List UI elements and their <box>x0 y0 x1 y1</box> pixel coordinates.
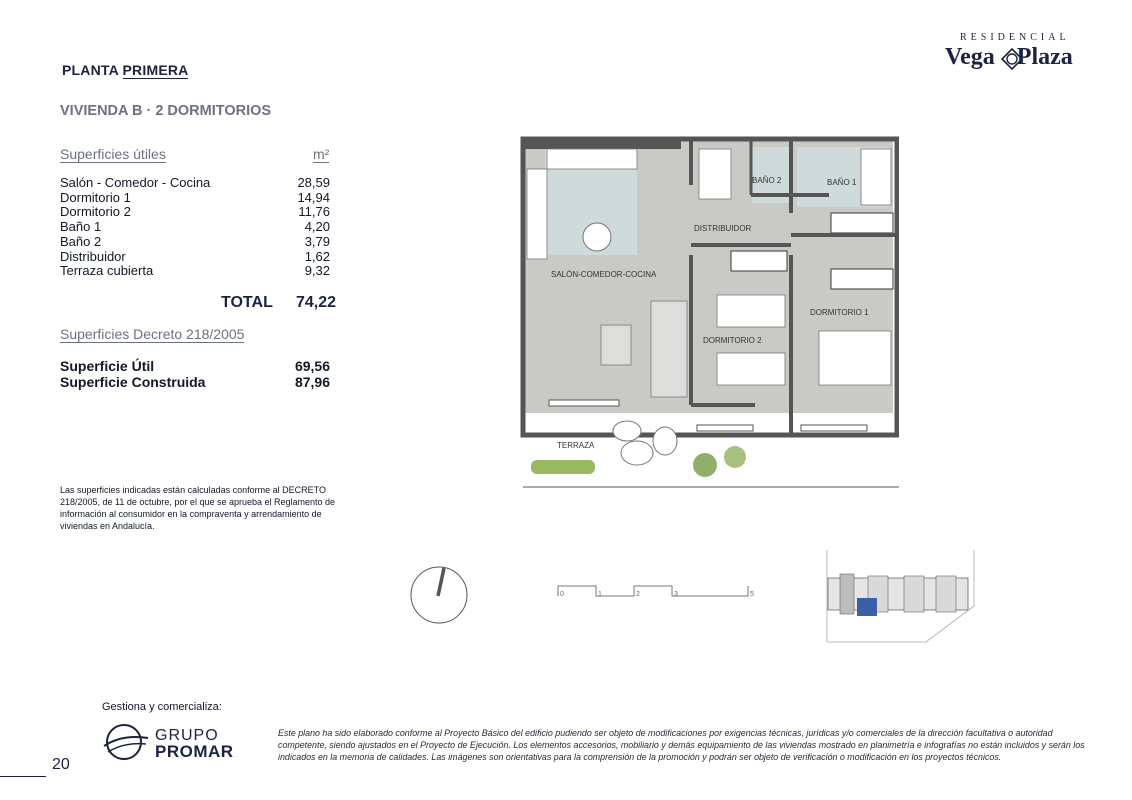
scale-label: 5 <box>750 591 754 598</box>
brand-logo: Vega Plaza <box>945 44 1073 70</box>
floor-title: PLANTA PRIMERA <box>62 62 189 78</box>
table-row: Dormitorio 1 14,94 <box>60 189 330 205</box>
scale-label: 1 <box>598 591 602 598</box>
decree-heading: Superficies Decreto 218/2005 <box>60 326 245 342</box>
page-divider <box>0 776 46 777</box>
scale-label: 3 <box>674 591 678 598</box>
table-row: Salón - Comedor - Cocina 28,59 <box>60 175 330 190</box>
page-number: 20 <box>52 756 70 773</box>
planter <box>531 460 595 474</box>
grupo-promar-logo-icon <box>102 722 150 764</box>
disclaimer: Este plano ha sido elaborado conforme al Proyecto Básico del edificio pudiendo ser objeto de modificaciones por exigencias técnicas, jurídicas y/o comerciales de la dirección facultativa o autoridad competente, siendo ajustados en el Proyecto de Ejecución. Los elementos accesorios, mobiliario y demás equipamiento de las viviendas mostrado en planimetría e infografías no están incluidos y serán los indicados en la memoria de calidades. Las imágenes son orientativas para la comprensión de la promoción y podrán ser objeto de verificación o modificación en los proyectos técnicos. <box>278 728 1085 762</box>
room-label-living: SALÓN-COMEDOR-COCINA <box>551 270 657 279</box>
plant-icon <box>724 446 746 468</box>
room-label-bath2: BAÑO 2 <box>752 176 782 185</box>
legal-note: Las superficies indicadas están calculadas conforme al DECRETO 218/2005, de 11 de octubre, por el que se aprueba el Reglamento de información al consumidor en la compraventa y arrendamiento de viviendas en Andalucía. <box>60 485 336 531</box>
room-label-bedroom2: DORMITORIO 2 <box>703 336 762 345</box>
brand-residencial: RESIDENCIAL <box>960 32 1070 43</box>
surfaces-heading: Superficies útiles <box>60 146 166 162</box>
grupo-text: GRUPO <box>155 727 219 744</box>
plant-icon <box>693 453 717 477</box>
key-plan <box>826 548 976 644</box>
table-row: Baño 2 3,79 <box>60 233 330 249</box>
room-label-terrace: TERRAZA <box>557 441 595 450</box>
promar-text: PROMAR <box>155 742 234 761</box>
built-surface-row: Superficie Construida 87,96 <box>60 374 330 390</box>
gestiona-label: Gestiona y comercializa: <box>102 701 222 713</box>
scale-bar <box>556 582 756 602</box>
table-row: Baño 1 4,20 <box>60 219 330 235</box>
total-value: 74,22 <box>296 294 337 311</box>
unit-title: VIVIENDA B · 2 DORMITORIOS <box>60 103 272 119</box>
scale-label: 2 <box>636 591 640 598</box>
compass-icon <box>408 564 470 626</box>
scale-label: 0 <box>560 591 564 598</box>
unit-highlight <box>857 598 877 616</box>
floor-plan <box>519 135 899 491</box>
useful-surface-row: Superficie Útil 69,56 <box>60 358 330 374</box>
total-label: TOTAL <box>221 294 273 311</box>
table-row: Distribuidor 1,62 <box>60 248 330 264</box>
room-label-bedroom1: DORMITORIO 1 <box>810 308 869 317</box>
table-row: Terraza cubierta 9,32 <box>60 263 330 279</box>
surfaces-table <box>60 176 330 279</box>
brand-emblem-icon <box>1001 48 1023 70</box>
table-row: Dormitorio 2 11,76 <box>60 204 330 220</box>
room-label-bath1: BAÑO 1 <box>827 178 857 187</box>
floor-title-underlined: PRIMERA <box>122 62 189 78</box>
room-label-distributor: DISTRIBUIDOR <box>694 224 752 233</box>
surfaces-unit: m² <box>313 146 330 162</box>
